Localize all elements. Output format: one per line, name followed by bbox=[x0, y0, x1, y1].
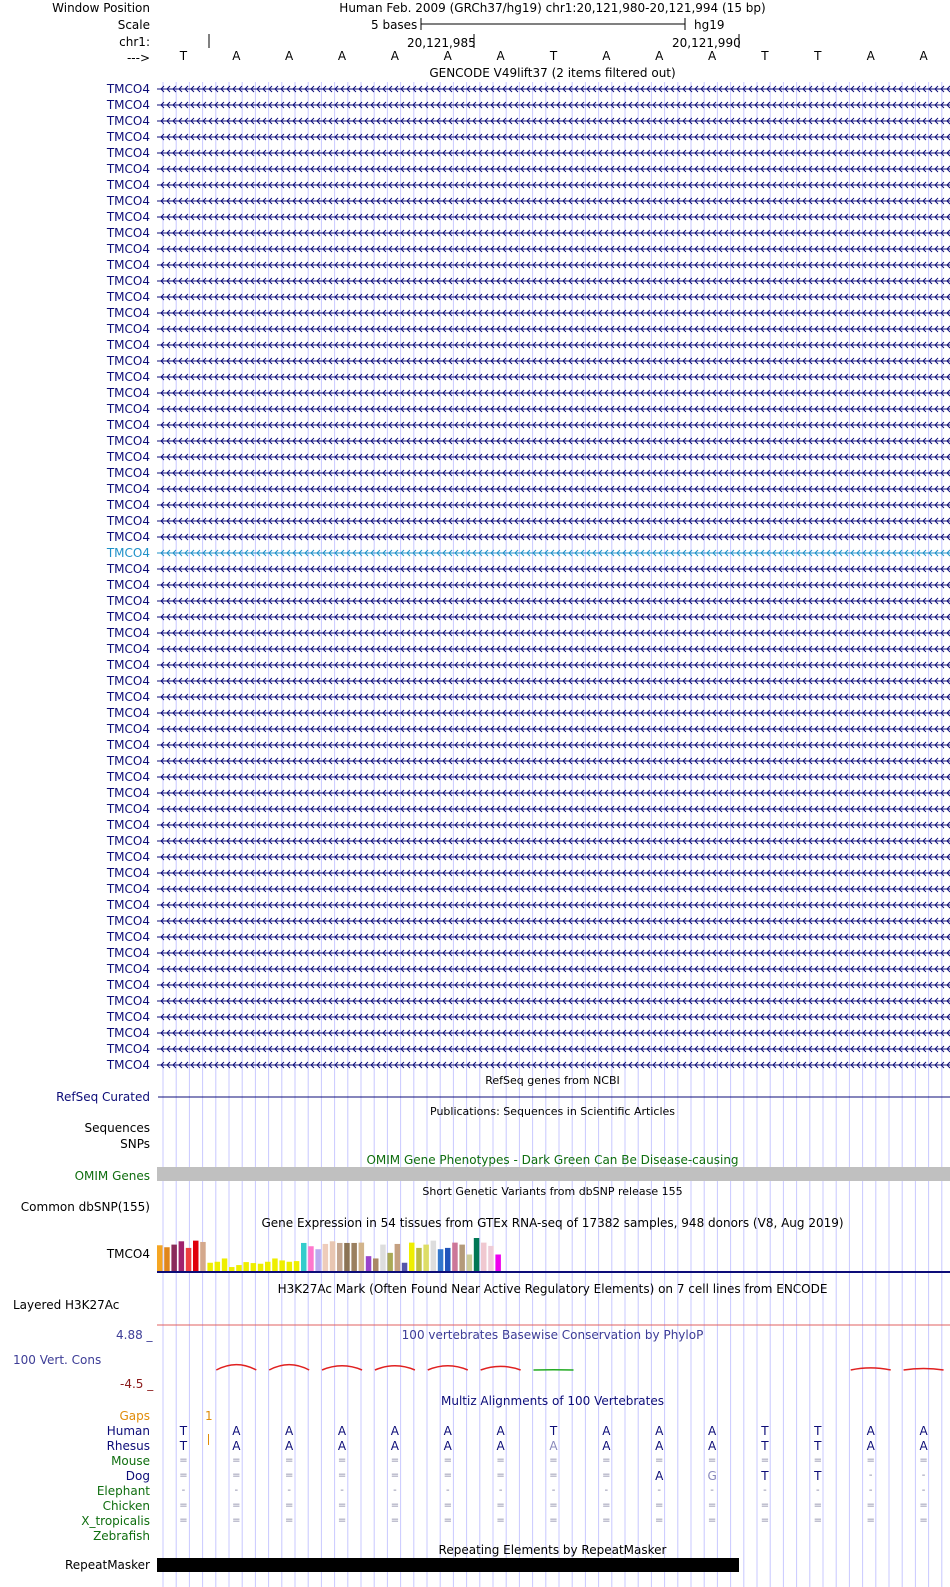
alignment-base: A bbox=[655, 1439, 664, 1453]
alignment-base: A bbox=[866, 1439, 875, 1453]
alignment-base: A bbox=[919, 1424, 928, 1438]
alignment-base: T bbox=[179, 1439, 188, 1453]
alignment-base: - bbox=[287, 1485, 291, 1496]
gencode-track-title[interactable]: GENCODE V49lift37 (2 items filtered out) bbox=[429, 66, 676, 80]
species-label[interactable]: X_tropicalis bbox=[81, 1514, 150, 1528]
alignment-base: = bbox=[813, 1515, 823, 1526]
alignment-base: A bbox=[285, 1439, 294, 1453]
alignment-base: = bbox=[337, 1500, 347, 1511]
alignment-base: T bbox=[814, 1469, 822, 1483]
alignment-base: A bbox=[285, 1424, 294, 1438]
alignment-base: = bbox=[443, 1470, 452, 1481]
gencode-transcript-label[interactable]: TMCO4 bbox=[106, 930, 150, 944]
alignment-base: A bbox=[602, 1424, 611, 1438]
alignment-base: = bbox=[337, 1455, 347, 1466]
species-label[interactable]: Mouse bbox=[111, 1454, 150, 1468]
alignment-base: - bbox=[604, 1485, 609, 1496]
gencode-transcript-label[interactable]: TMCO4 bbox=[106, 178, 150, 192]
gencode-transcript-label[interactable]: TMCO4 bbox=[106, 418, 150, 432]
gencode-transcript-label[interactable]: TMCO4 bbox=[106, 386, 150, 400]
alignment-base: = bbox=[602, 1500, 611, 1511]
alignment-base: = bbox=[919, 1455, 928, 1466]
alignment-base: A bbox=[443, 1424, 452, 1438]
alignment-base: - bbox=[234, 1485, 239, 1496]
alignment-base: = bbox=[760, 1500, 770, 1511]
dbsnp-track-title[interactable]: Short Genetic Variants from dbSNP release 155 bbox=[422, 1185, 683, 1198]
alignment-base: A bbox=[602, 1439, 611, 1453]
gencode-transcript-label[interactable]: TMCO4 bbox=[106, 1058, 150, 1072]
alignment-base: - bbox=[868, 1470, 873, 1481]
gencode-transcript-label[interactable]: TMCO4 bbox=[106, 1026, 150, 1040]
alignment-base: A bbox=[232, 1424, 241, 1438]
gtex-gene-label[interactable]: TMCO4 bbox=[106, 1247, 150, 1261]
gencode-transcript-label[interactable]: TMCO4 bbox=[106, 194, 150, 208]
alignment-base: = bbox=[337, 1470, 347, 1481]
phylop-score-mark bbox=[904, 1369, 944, 1371]
gencode-transcript-label[interactable]: TMCO4 bbox=[106, 530, 150, 544]
phylop-label[interactable]: 100 Vert. Cons bbox=[13, 1353, 102, 1367]
phylop-score-mark bbox=[216, 1365, 256, 1370]
alignment-base: = bbox=[602, 1455, 611, 1466]
gaps-value: 1 bbox=[205, 1409, 213, 1423]
alignment-base: = bbox=[866, 1500, 875, 1511]
alignment-base: = bbox=[337, 1515, 347, 1526]
gencode-transcript-label[interactable]: TMCO4 bbox=[106, 434, 150, 448]
repeatmasker-label[interactable]: RepeatMasker bbox=[64, 1558, 150, 1572]
gencode-transcript-label[interactable]: TMCO4 bbox=[106, 706, 150, 720]
gencode-transcript-label[interactable]: TMCO4 bbox=[106, 594, 150, 608]
gencode-transcript-label[interactable]: TMCO4 bbox=[106, 226, 150, 240]
phylop-score-mark bbox=[428, 1366, 468, 1370]
gencode-transcript-label[interactable]: TMCO4 bbox=[106, 98, 150, 112]
gencode-transcript-label[interactable]: TMCO4 bbox=[106, 610, 150, 624]
alignment-base: = bbox=[919, 1515, 928, 1526]
alignment-base: A bbox=[707, 1439, 717, 1453]
sequence-base: T bbox=[814, 49, 822, 63]
alignment-base: - bbox=[551, 1485, 556, 1496]
alignment-base: = bbox=[232, 1500, 241, 1511]
alignment-base: - bbox=[393, 1485, 397, 1496]
gencode-transcript-label[interactable]: TMCO4 bbox=[106, 786, 150, 800]
sequence-base: A bbox=[707, 49, 717, 63]
species-label[interactable]: Chicken bbox=[102, 1499, 150, 1513]
gencode-transcript-label[interactable]: TMCO4 bbox=[106, 402, 150, 416]
gencode-transcript-label[interactable]: TMCO4 bbox=[106, 850, 150, 864]
gencode-transcript-label[interactable]: TMCO4 bbox=[106, 802, 150, 816]
gencode-transcript-label[interactable]: TMCO4 bbox=[106, 866, 150, 880]
alignment-base: = bbox=[549, 1500, 558, 1511]
alignment-base: T bbox=[761, 1424, 769, 1438]
refseq-track-title[interactable]: RefSeq genes from NCBI bbox=[485, 1074, 620, 1087]
sequence-base: A bbox=[919, 49, 928, 63]
gencode-transcript-label[interactable]: TMCO4 bbox=[106, 754, 150, 768]
gencode-transcript-label[interactable]: TMCO4 bbox=[106, 722, 150, 736]
gencode-transcript-label[interactable]: TMCO4 bbox=[106, 674, 150, 688]
coord-label-2: 20,121,990 bbox=[672, 36, 741, 50]
alignment-base: = bbox=[549, 1455, 558, 1466]
alignment-base: A bbox=[337, 1439, 347, 1453]
alignment-base: = bbox=[496, 1470, 505, 1481]
phylop-score-mark bbox=[322, 1366, 362, 1370]
gencode-transcript-label[interactable]: TMCO4 bbox=[106, 578, 150, 592]
alignment-base: = bbox=[443, 1515, 452, 1526]
window-position-label: Window Position bbox=[52, 1, 150, 15]
coord-label-1: 20,121,985 bbox=[407, 36, 476, 50]
species-label[interactable]: Zebrafish bbox=[93, 1529, 150, 1543]
scale-text: 5 bases bbox=[371, 18, 418, 32]
alignment-base: A bbox=[337, 1424, 347, 1438]
alignment-base: T bbox=[761, 1469, 769, 1483]
gencode-transcript-label[interactable]: TMCO4 bbox=[106, 162, 150, 176]
gencode-transcript-label[interactable]: TMCO4 bbox=[106, 994, 150, 1008]
alignment-base: = bbox=[390, 1500, 400, 1511]
alignment-base: = bbox=[232, 1470, 241, 1481]
alignment-base: A bbox=[707, 1424, 717, 1438]
alignment-base: - bbox=[445, 1485, 450, 1496]
alignment-base: A bbox=[232, 1439, 241, 1453]
alignment-base: A bbox=[655, 1424, 664, 1438]
alignment-base: = bbox=[919, 1500, 928, 1511]
alignment-base: T bbox=[549, 1424, 558, 1438]
gencode-transcript-label[interactable]: TMCO4 bbox=[106, 290, 150, 304]
publications-track-title[interactable]: Publications: Sequences in Scientific Articles bbox=[430, 1105, 675, 1118]
h3k27ac-label[interactable]: Layered H3K27Ac bbox=[13, 1298, 120, 1312]
alignment-base: T bbox=[761, 1439, 769, 1453]
gencode-transcript-label[interactable]: TMCO4 bbox=[106, 146, 150, 160]
gencode-transcript-label[interactable]: TMCO4 bbox=[106, 82, 150, 96]
sequence-base: A bbox=[232, 49, 241, 63]
alignment-base: - bbox=[340, 1485, 344, 1496]
dbsnp-label[interactable]: Common dbSNP(155) bbox=[20, 1200, 150, 1214]
alignment-base: = bbox=[179, 1470, 188, 1481]
alignment-base: = bbox=[496, 1455, 505, 1466]
alignment-base: = bbox=[179, 1515, 188, 1526]
alignment-base: = bbox=[760, 1455, 770, 1466]
alignment-base: = bbox=[602, 1470, 611, 1481]
refseq-curated-label[interactable]: RefSeq Curated bbox=[56, 1090, 150, 1104]
sequence-base: A bbox=[390, 49, 399, 63]
gencode-transcript-label[interactable]: TMCO4 bbox=[106, 914, 150, 928]
alignment-base: = bbox=[655, 1500, 664, 1511]
gaps-label[interactable]: Gaps bbox=[119, 1409, 150, 1423]
repeatmasker-track-title[interactable]: Repeating Elements by RepeatMasker bbox=[438, 1543, 667, 1557]
alignment-base: = bbox=[496, 1500, 505, 1511]
alignment-base: = bbox=[760, 1515, 770, 1526]
alignment-base: = bbox=[866, 1455, 875, 1466]
alignment-base: = bbox=[496, 1515, 505, 1526]
alignment-base: = bbox=[655, 1455, 664, 1466]
alignment-base: T bbox=[179, 1424, 188, 1438]
alignment-base: = bbox=[866, 1515, 875, 1526]
alignment-base: = bbox=[707, 1515, 717, 1526]
gencode-transcript-label[interactable]: TMCO4 bbox=[106, 642, 150, 656]
gencode-transcript-label[interactable]: TMCO4 bbox=[106, 114, 150, 128]
gencode-transcript-label[interactable]: TMCO4 bbox=[106, 258, 150, 272]
gencode-transcript-label[interactable]: TMCO4 bbox=[106, 946, 150, 960]
phylop-ymin: -4.5 _ bbox=[120, 1377, 154, 1391]
alignment-base: A bbox=[496, 1424, 505, 1438]
alignment-base: A bbox=[919, 1439, 928, 1453]
alignment-base: = bbox=[284, 1515, 294, 1526]
gencode-transcript-label[interactable]: TMCO4 bbox=[106, 338, 150, 352]
gencode-transcript-label[interactable]: TMCO4 bbox=[106, 210, 150, 224]
alignment-base: = bbox=[232, 1455, 241, 1466]
gencode-transcript-label[interactable]: TMCO4 bbox=[106, 626, 150, 640]
alignment-base: - bbox=[816, 1485, 820, 1496]
sequence-base: A bbox=[337, 49, 347, 63]
sequence-base: A bbox=[285, 49, 294, 63]
alignment-base: - bbox=[763, 1485, 767, 1496]
scale-db: hg19 bbox=[694, 18, 725, 32]
gencode-transcript-label[interactable]: TMCO4 bbox=[106, 242, 150, 256]
gencode-transcript-label[interactable]: TMCO4 bbox=[106, 978, 150, 992]
gencode-transcript-label[interactable]: TMCO4 bbox=[106, 482, 150, 496]
alignment-base: A bbox=[866, 1424, 875, 1438]
gencode-transcript-label[interactable]: TMCO4 bbox=[106, 370, 150, 384]
alignment-base: = bbox=[813, 1500, 823, 1511]
alignment-base: = bbox=[813, 1455, 823, 1466]
alignment-base: - bbox=[921, 1470, 926, 1481]
species-label[interactable]: Rhesus bbox=[106, 1439, 150, 1453]
omim-genes-label[interactable]: OMIM Genes bbox=[74, 1169, 150, 1183]
alignment-base: A bbox=[390, 1439, 399, 1453]
gap-marker bbox=[208, 1434, 209, 1445]
alignment-base: = bbox=[707, 1500, 717, 1511]
phylop-score-mark bbox=[269, 1365, 309, 1370]
alignment-base: A bbox=[549, 1439, 558, 1453]
strand-label: ---> bbox=[126, 51, 150, 65]
scale-label: Scale bbox=[117, 18, 150, 32]
gencode-transcript-label[interactable]: TMCO4 bbox=[106, 962, 150, 976]
alignment-base: - bbox=[710, 1485, 714, 1496]
phylop-ymax: 4.88 _ bbox=[116, 1328, 153, 1342]
h3k27ac-track-title[interactable]: H3K27Ac Mark (Often Found Near Active Regulatory Elements) on 7 cell lines from ENCODE bbox=[277, 1282, 828, 1296]
alignment-base: T bbox=[814, 1424, 822, 1438]
sequence-base: A bbox=[866, 49, 875, 63]
gencode-transcript-label[interactable]: TMCO4 bbox=[106, 882, 150, 896]
repeatmasker-element-bar[interactable] bbox=[157, 1558, 739, 1572]
assembly-position-title: Human Feb. 2009 (GRCh37/hg19) chr1:20,121,980-20,121,994 (15 bp) bbox=[339, 1, 766, 15]
alignment-base: - bbox=[498, 1485, 503, 1496]
gencode-transcript-label[interactable]: TMCO4 bbox=[106, 466, 150, 480]
alignment-base: - bbox=[868, 1485, 873, 1496]
alignment-base: = bbox=[284, 1470, 294, 1481]
multiz-track-title[interactable]: Multiz Alignments of 100 Vertebrates bbox=[440, 1394, 665, 1408]
gencode-transcript-label[interactable]: TMCO4 bbox=[106, 322, 150, 336]
sequence-base: A bbox=[655, 49, 664, 63]
gencode-transcript-label[interactable]: TMCO4 bbox=[106, 514, 150, 528]
alignment-base: = bbox=[443, 1455, 452, 1466]
publications-snps-label[interactable]: SNPs bbox=[120, 1137, 150, 1151]
gencode-transcript-label[interactable]: TMCO4 bbox=[106, 354, 150, 368]
gencode-transcript-label[interactable]: TMCO4 bbox=[106, 274, 150, 288]
alignment-base: = bbox=[390, 1470, 400, 1481]
alignment-base: = bbox=[549, 1470, 558, 1481]
gencode-transcript-label[interactable]: TMCO4 bbox=[106, 690, 150, 704]
gtex-track-title[interactable]: Gene Expression in 54 tissues from GTEx RNA-seq of 17382 samples, 948 donors (V8, Aug 2019) bbox=[261, 1216, 844, 1230]
alignment-base: - bbox=[921, 1485, 926, 1496]
alignment-base: = bbox=[602, 1515, 611, 1526]
gencode-transcript-label[interactable]: TMCO4 bbox=[106, 898, 150, 912]
sequence-base: A bbox=[496, 49, 505, 63]
species-label[interactable]: Elephant bbox=[96, 1484, 150, 1498]
alignment-base: = bbox=[549, 1515, 558, 1526]
alignment-base: = bbox=[179, 1455, 188, 1466]
alignment-base: = bbox=[232, 1515, 241, 1526]
alignment-base: = bbox=[284, 1455, 294, 1466]
gencode-transcript-label[interactable]: TMCO4 bbox=[106, 450, 150, 464]
gencode-transcript-label[interactable]: TMCO4 bbox=[106, 818, 150, 832]
gencode-transcript-label[interactable]: TMCO4 bbox=[106, 546, 150, 560]
gencode-transcript-label[interactable]: TMCO4 bbox=[106, 770, 150, 784]
phylop-track-title[interactable]: 100 vertebrates Basewise Conservation by PhyloP bbox=[401, 1328, 704, 1342]
gencode-transcript-label[interactable]: TMCO4 bbox=[106, 306, 150, 320]
alignment-base: = bbox=[707, 1455, 717, 1466]
phylop-score-mark bbox=[375, 1366, 415, 1370]
alignment-base: = bbox=[443, 1500, 452, 1511]
gencode-transcript-label[interactable]: TMCO4 bbox=[106, 658, 150, 672]
alignment-base: = bbox=[390, 1455, 400, 1466]
alignment-base: A bbox=[443, 1439, 452, 1453]
chrom-label: chr1: bbox=[119, 35, 150, 49]
alignment-base: A bbox=[655, 1469, 664, 1483]
alignment-base: - bbox=[181, 1485, 186, 1496]
sequence-base: T bbox=[549, 49, 558, 63]
alignment-base: = bbox=[655, 1515, 664, 1526]
phylop-score-mark bbox=[851, 1368, 891, 1370]
alignment-base: G bbox=[707, 1469, 717, 1483]
alignment-base: T bbox=[814, 1439, 822, 1453]
species-label[interactable]: Human bbox=[106, 1424, 150, 1438]
alignment-base: = bbox=[284, 1500, 294, 1511]
alignment-base: - bbox=[657, 1485, 662, 1496]
omim-track-title[interactable]: OMIM Gene Phenotypes - Dark Green Can Be Disease-causing bbox=[366, 1153, 739, 1167]
gencode-transcript-label[interactable]: TMCO4 bbox=[106, 130, 150, 144]
gencode-transcript-label[interactable]: TMCO4 bbox=[106, 738, 150, 752]
phylop-score-mark bbox=[481, 1366, 521, 1370]
alignment-base: = bbox=[390, 1515, 400, 1526]
gencode-transcript-label[interactable]: TMCO4 bbox=[106, 834, 150, 848]
species-label[interactable]: Dog bbox=[125, 1469, 150, 1483]
gencode-transcript-label[interactable]: TMCO4 bbox=[106, 562, 150, 576]
alignment-base: A bbox=[390, 1424, 399, 1438]
sequence-base: T bbox=[179, 49, 188, 63]
sequence-base: T bbox=[761, 49, 769, 63]
sequence-base: A bbox=[443, 49, 452, 63]
alignment-base: A bbox=[496, 1439, 505, 1453]
gencode-transcript-label[interactable]: TMCO4 bbox=[106, 1010, 150, 1024]
alignment-base: = bbox=[179, 1500, 188, 1511]
gencode-transcript-label[interactable]: TMCO4 bbox=[106, 1042, 150, 1056]
publications-sequences-label[interactable]: Sequences bbox=[84, 1121, 150, 1135]
sequence-base: A bbox=[602, 49, 611, 63]
gencode-transcript-label[interactable]: TMCO4 bbox=[106, 498, 150, 512]
